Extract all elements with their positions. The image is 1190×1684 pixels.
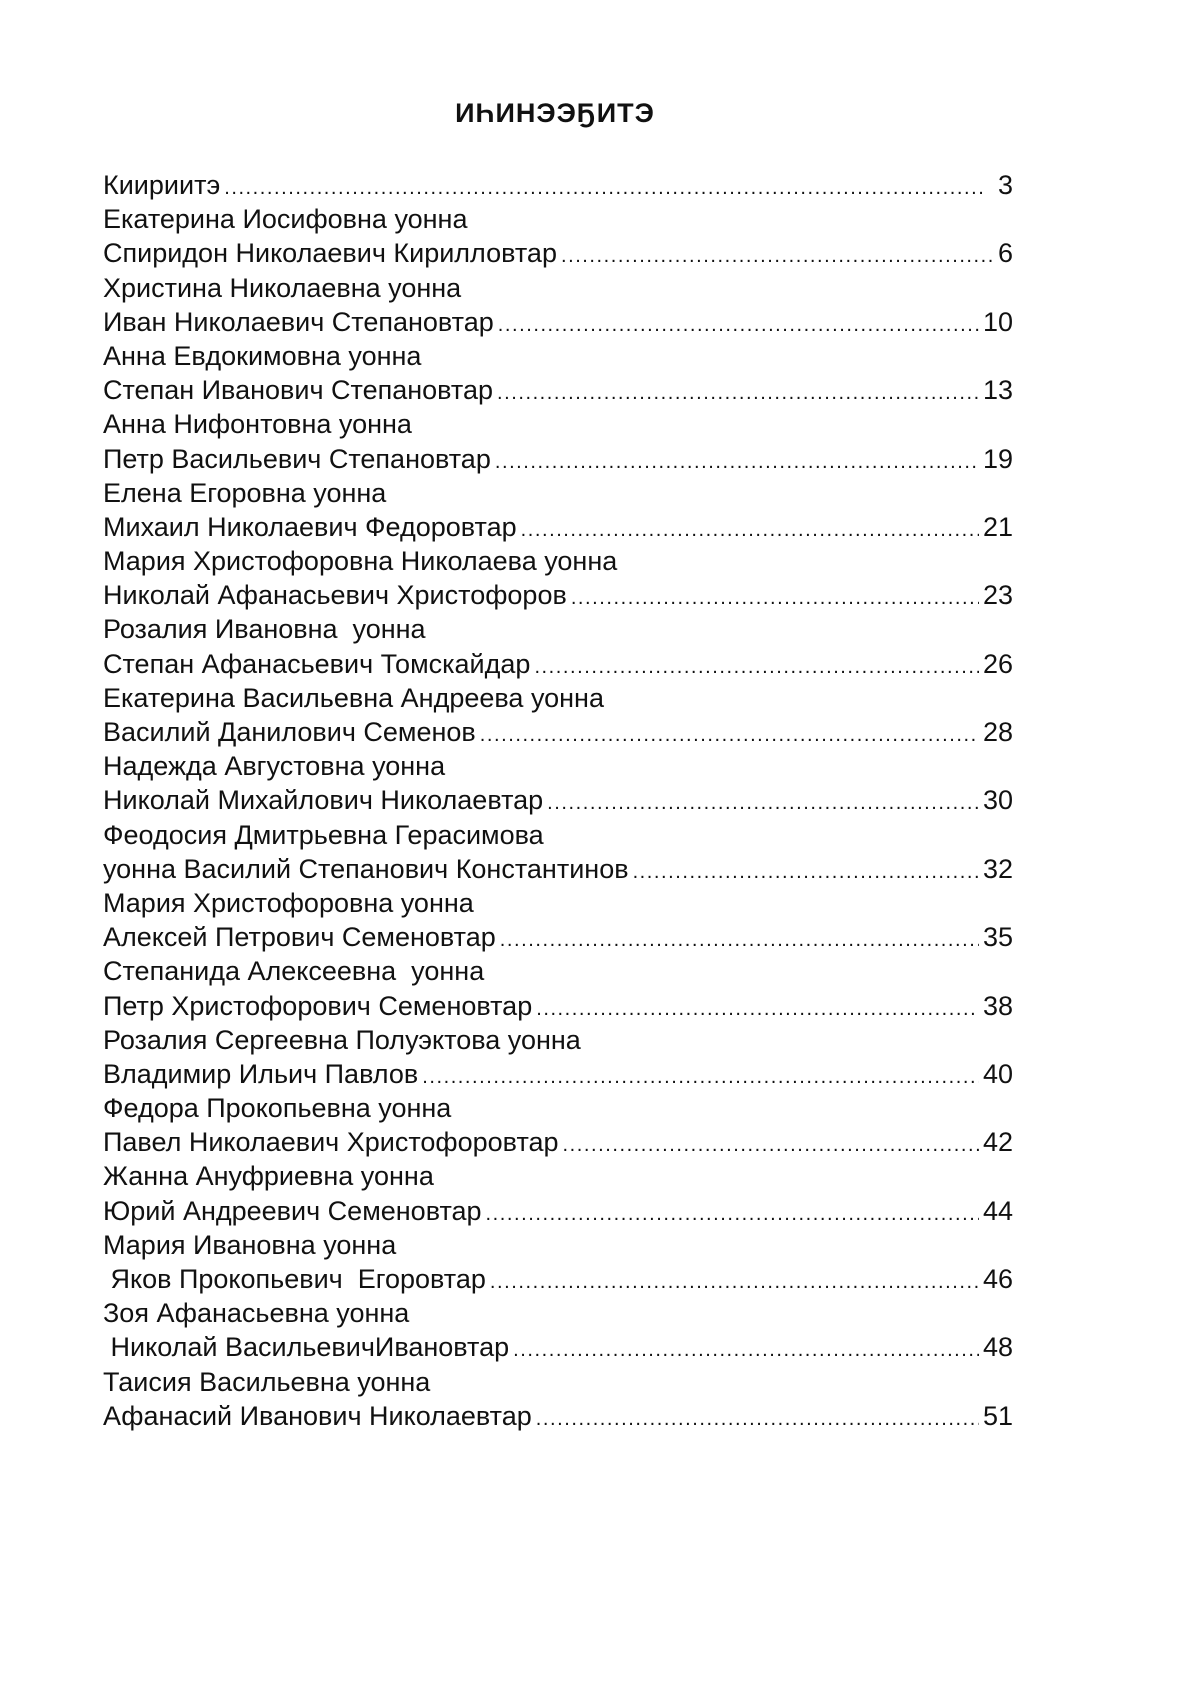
toc-entry [103, 305, 1013, 339]
toc-entry-text: Екатерина Иосифовна уонна [103, 204, 468, 235]
toc-page-number: 48 [982, 1332, 1013, 1363]
toc-entry [103, 442, 1013, 476]
toc-entry-text: Елена Егоровна уонна [103, 477, 387, 508]
toc-entry [103, 407, 1013, 441]
toc-entry-text: Анна Нифонтовна уонна [103, 409, 412, 440]
toc-entry [103, 544, 1013, 578]
dot-leader [224, 171, 994, 205]
toc-entry [103, 1125, 1013, 1159]
toc-entry [103, 852, 1013, 886]
toc-entry [103, 886, 1013, 920]
toc-entry [103, 989, 1013, 1023]
toc-page-number: 10 [982, 306, 1013, 337]
dot-leader [536, 1402, 979, 1436]
toc-entry [103, 271, 1013, 305]
toc-entry-text: Павел Николаевич Христофоровтар [103, 1127, 559, 1158]
toc-entry [103, 1262, 1013, 1296]
toc-entry-text: Михаил Николаевич Федоровтар [103, 511, 517, 542]
toc-entry-text: Петр Васильевич Степановтар [103, 443, 491, 474]
toc-entry [103, 202, 1013, 236]
toc-entry [103, 681, 1013, 715]
toc-entry-text: Жанна Ануфриевна уонна [103, 1161, 434, 1192]
dot-leader [498, 308, 979, 342]
dot-leader [480, 718, 979, 752]
toc-entry-text: Афанасий Иванович Николаевтар [103, 1400, 532, 1431]
toc-entry [103, 1296, 1013, 1330]
toc-entry-text: Зоя Афанасьевна уонна [103, 1298, 410, 1329]
toc-entry [103, 1159, 1013, 1193]
toc-page-number: 13 [982, 375, 1013, 406]
toc-page-number: 40 [982, 1058, 1013, 1089]
toc-entry [103, 510, 1013, 544]
toc-entry-text: Николай Михайлович Николаевтар [103, 785, 544, 816]
dot-leader [490, 1265, 979, 1299]
toc-entry-text: Степан Афанасьевич Томскайдар [103, 648, 531, 679]
toc-entry [103, 578, 1013, 612]
dot-leader [547, 786, 979, 820]
dot-leader [536, 992, 979, 1026]
toc-page-number: 30 [982, 785, 1013, 816]
dot-leader [534, 650, 979, 684]
toc-page-number: 21 [982, 511, 1013, 542]
toc-entry [103, 715, 1013, 749]
toc-entry [103, 1399, 1013, 1433]
page-title: ИҺИНЭЭҔИТЭ [455, 98, 655, 128]
dot-leader [561, 239, 994, 273]
toc-entry [103, 954, 1013, 988]
toc-entry [103, 1023, 1013, 1057]
toc-entry [103, 647, 1013, 681]
dot-leader [486, 1197, 979, 1231]
toc-entry-text: Розалия Сергеевна Полуэктова уонна [103, 1024, 581, 1055]
toc-entry [103, 1330, 1013, 1364]
toc-entry [103, 1228, 1013, 1262]
toc-entry [103, 236, 1013, 270]
toc-entry-text: Розалия Ивановна уонна [103, 614, 426, 645]
toc-entry [103, 818, 1013, 852]
toc-page-number: 32 [982, 853, 1013, 884]
toc-entry-text: Иван Николаевич Степановтар [103, 306, 494, 337]
toc-entry-text: Степан Иванович Степановтар [103, 375, 493, 406]
toc-entry-text: Степанида Алексеевна уонна [103, 956, 485, 987]
toc-entry [103, 168, 1013, 202]
toc-page-number: 42 [982, 1127, 1013, 1158]
dot-leader [422, 1060, 979, 1094]
toc-page-number: 3 [997, 170, 1013, 200]
toc-page-number: 28 [982, 717, 1013, 747]
dot-leader [513, 1333, 979, 1367]
toc-page-number: 51 [982, 1400, 1013, 1431]
toc-page-number: 44 [982, 1195, 1013, 1226]
toc-entry [103, 1365, 1013, 1399]
toc-entry-text: Надежда Августовна уонна [103, 751, 446, 782]
toc-entry-text: Федора Прокопьевна уонна [103, 1093, 452, 1124]
toc-entry [103, 783, 1013, 817]
toc-entry-text: Спиридон Николаевич Кирилловтар [103, 238, 557, 269]
toc-entry [103, 1091, 1013, 1125]
toc-entry [103, 373, 1013, 407]
toc-page-number: 6 [997, 238, 1013, 269]
toc-page-number: 35 [982, 922, 1013, 953]
toc-entry-text: Василий Данилович Семенов [103, 717, 476, 747]
toc-entry-text: Николай Афанасьевич Христофоров [103, 580, 567, 611]
toc-entry [103, 476, 1013, 510]
toc-page-number: 26 [982, 648, 1013, 679]
toc-entry-text: Петр Христофорович Семеновтар [103, 990, 533, 1021]
toc-entry [103, 749, 1013, 783]
toc-page-number: 46 [982, 1264, 1013, 1294]
toc-entry [103, 1057, 1013, 1091]
dot-leader [521, 513, 979, 547]
toc-entry-text: Юрий Андреевич Семеновтар [103, 1195, 482, 1226]
toc-entry [103, 920, 1013, 954]
table-of-contents [103, 168, 1013, 1433]
toc-entry-text: Мария Ивановна уонна [103, 1229, 397, 1260]
toc-entry-text: Екатерина Васильевна Андреева уонна [103, 682, 604, 713]
toc-entry [103, 339, 1013, 373]
dot-leader [571, 581, 979, 615]
toc-entry-text: Таисия Васильевна уонна [103, 1366, 431, 1397]
dot-leader [500, 923, 979, 957]
toc-entry-text: Киириитэ [103, 170, 221, 200]
dot-leader [633, 855, 979, 889]
toc-entry-text: Мария Христофоровна уонна [103, 887, 474, 918]
toc-entry-text: Мария Христофоровна Николаева уонна [103, 546, 618, 577]
toc-entry-text: Алексей Петрович Семеновтар [103, 922, 496, 953]
toc-entry-text: уонна Василий Степанович Константинов [103, 853, 629, 884]
toc-page-number: 38 [982, 990, 1013, 1021]
dot-leader [495, 445, 979, 479]
toc-entry-text: Феодосия Дмитрьевна Герасимова [103, 819, 544, 850]
toc-entry [103, 1194, 1013, 1228]
dot-leader [563, 1128, 979, 1162]
toc-entry-text: Владимир Ильич Павлов [103, 1058, 419, 1089]
toc-page-number: 23 [982, 580, 1013, 611]
toc-entry-text: Анна Евдокимовна уонна [103, 340, 422, 371]
toc-entry-text: Яков Прокопьевич Егоровтар [103, 1264, 486, 1294]
dot-leader [497, 376, 979, 410]
toc-entry [103, 612, 1013, 646]
toc-entry-text: Христина Николаевна уонна [103, 272, 462, 303]
toc-page-number: 19 [982, 443, 1013, 474]
toc-entry-text: Николай ВасильевичИвановтар [103, 1332, 510, 1363]
